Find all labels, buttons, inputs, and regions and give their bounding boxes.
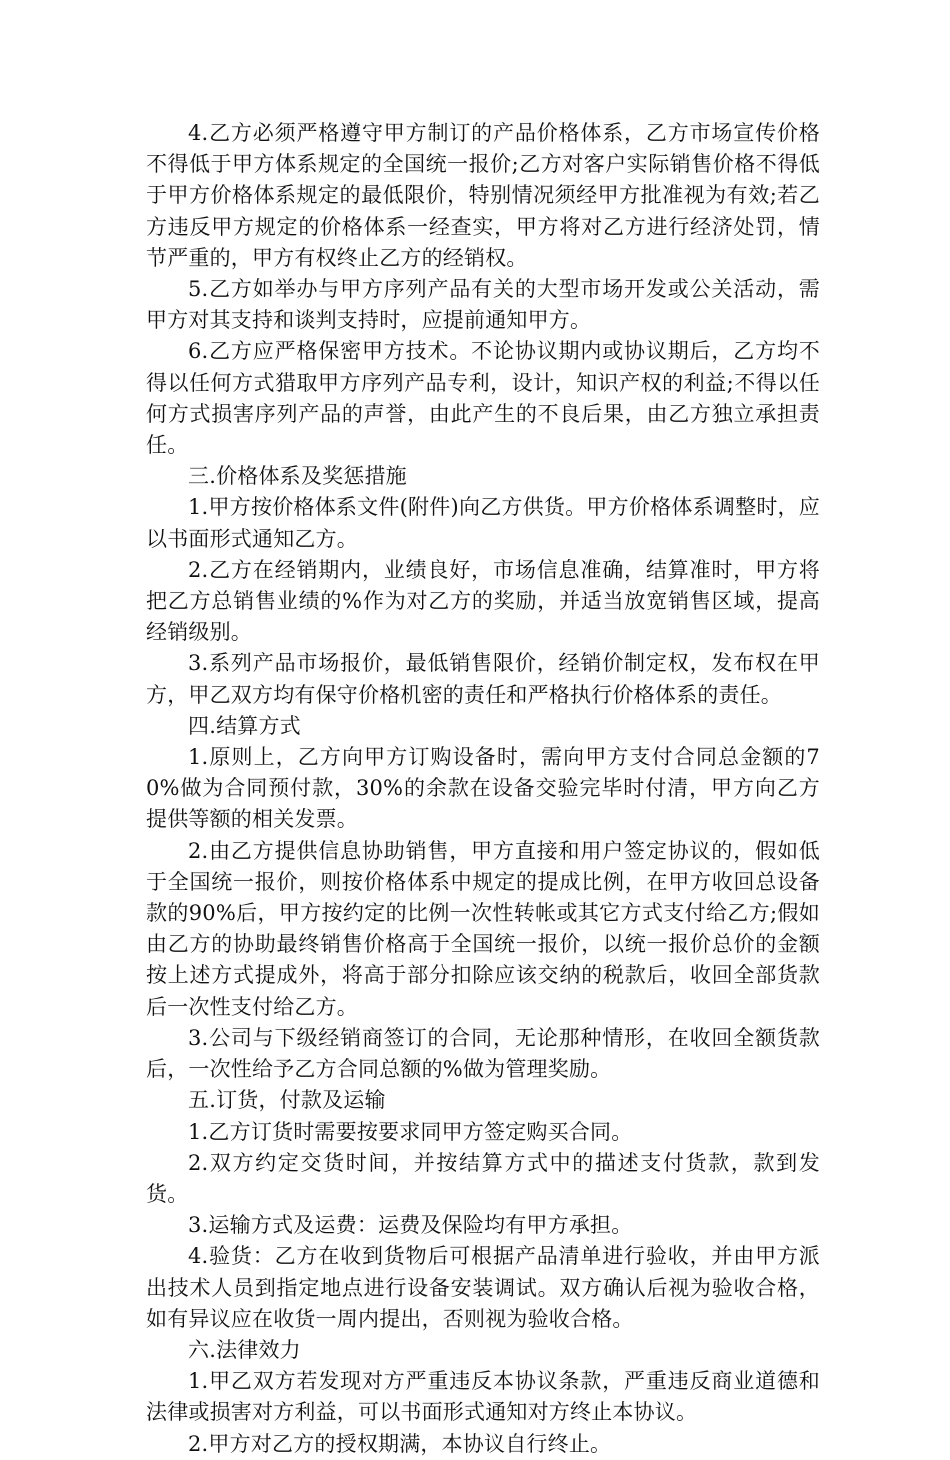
clause-3-1: 1.甲方按价格体系文件(附件)向乙方供货。甲方价格体系调整时，应以书面形式通知乙方。: [146, 495, 820, 551]
section-heading-4: 四.结算方式: [188, 713, 301, 738]
clause-4-3: 3.公司与下级经销商签订的合同，无论那种情形，在收回全额货款后，一次性给予乙方合同总额的%做为管理奖励。: [146, 1025, 820, 1082]
clause-2-4: 4.乙方必须严格遵守甲方制订的产品价格体系，乙方市场宣传价格不得低于甲方体系规定的全国统一报价;乙方对客户实际销售价格不得低于甲方价格体系规定的最低限价，特别情况须经甲方批准视为有效;若乙方违反甲方规定的价格体系一经查实，甲方将对乙方进行经济处罚，情节严重的，甲方有权终止乙方的经销权。: [146, 121, 820, 270]
clause-5-3: 3.运输方式及运费：运费及保险均有甲方承担。: [188, 1213, 633, 1238]
clause-3-2: 2.乙方在经销期内，业绩良好，市场信息准确，结算准时，甲方将把乙方总销售业绩的%作为对乙方的奖励，并适当放宽销售区域，提高经销级别。: [146, 557, 820, 645]
clause-3-3: 3.系列产品市场报价，最低销售限价，经销价制定权，发布权在甲方，甲乙双方均有保守价格机密的责任和严格执行价格体系的责任。: [146, 651, 820, 707]
clause-5-4: 4.验货：乙方在收到货物后可根据产品清单进行验收，并由甲方派出技术人员到指定地点进行设备安装调试。双方确认后视为验收合格，如有异议应在收货一周内提出，否则视为验收合格。: [146, 1244, 820, 1331]
section-heading-6: 六.法律效力: [188, 1337, 301, 1362]
clause-4-2: 2.由乙方提供信息协助销售，甲方直接和用户签定协议的，假如低于全国统一报价，则按价格体系中规定的提成比例，在甲方收回总设备款的90%后，甲方按约定的比例一次性转帐或其它方式支付给乙方;假如由乙方的协助最终销售价格高于全国统一报价，以统一报价总价的金额按上述方式提成外，将高于部分扣除应该交纳的税款后，收回全部货款后一次性支付给乙方。: [146, 838, 820, 1019]
clause-2-6: 6.乙方应严格保密甲方技术。不论协议期内或协议期后，乙方均不得以任何方式猎取甲方序列产品专利，设计，知识产权的利益;不得以任何方式损害序列产品的声誉，由此产生的不良后果，由乙方独立承担责任。: [146, 339, 820, 458]
clause-4-1: 1.原则上，乙方向甲方订购设备时，需向甲方支付合同总金额的70%做为合同预付款，30%的余款在设备交验完毕时付清，甲方向乙方提供等额的相关发票。: [146, 745, 820, 832]
clause-2-5: 5.乙方如举办与甲方序列产品有关的大型市场开发或公关活动，需甲方对其支持和谈判支持时，应提前通知甲方。: [146, 277, 820, 333]
clause-6-1: 1.甲乙双方若发现对方严重违反本协议条款，严重违反商业道德和法律或损害对方利益，可以书面形式通知对方终止本协议。: [146, 1369, 820, 1425]
clause-6-2: 2.甲方对乙方的授权期满，本协议自行终止。: [188, 1431, 612, 1456]
section-heading-3: 三.价格体系及奖惩措施: [188, 464, 407, 489]
section-heading-5: 五.订货，付款及运输: [188, 1088, 386, 1113]
clause-5-2: 2.双方约定交货时间，并按结算方式中的描述支付货款，款到发货。: [146, 1150, 820, 1206]
clause-5-1: 1.乙方订货时需要按要求同甲方签定购买合同。: [188, 1119, 633, 1144]
document-body: [146, 118, 820, 1460]
